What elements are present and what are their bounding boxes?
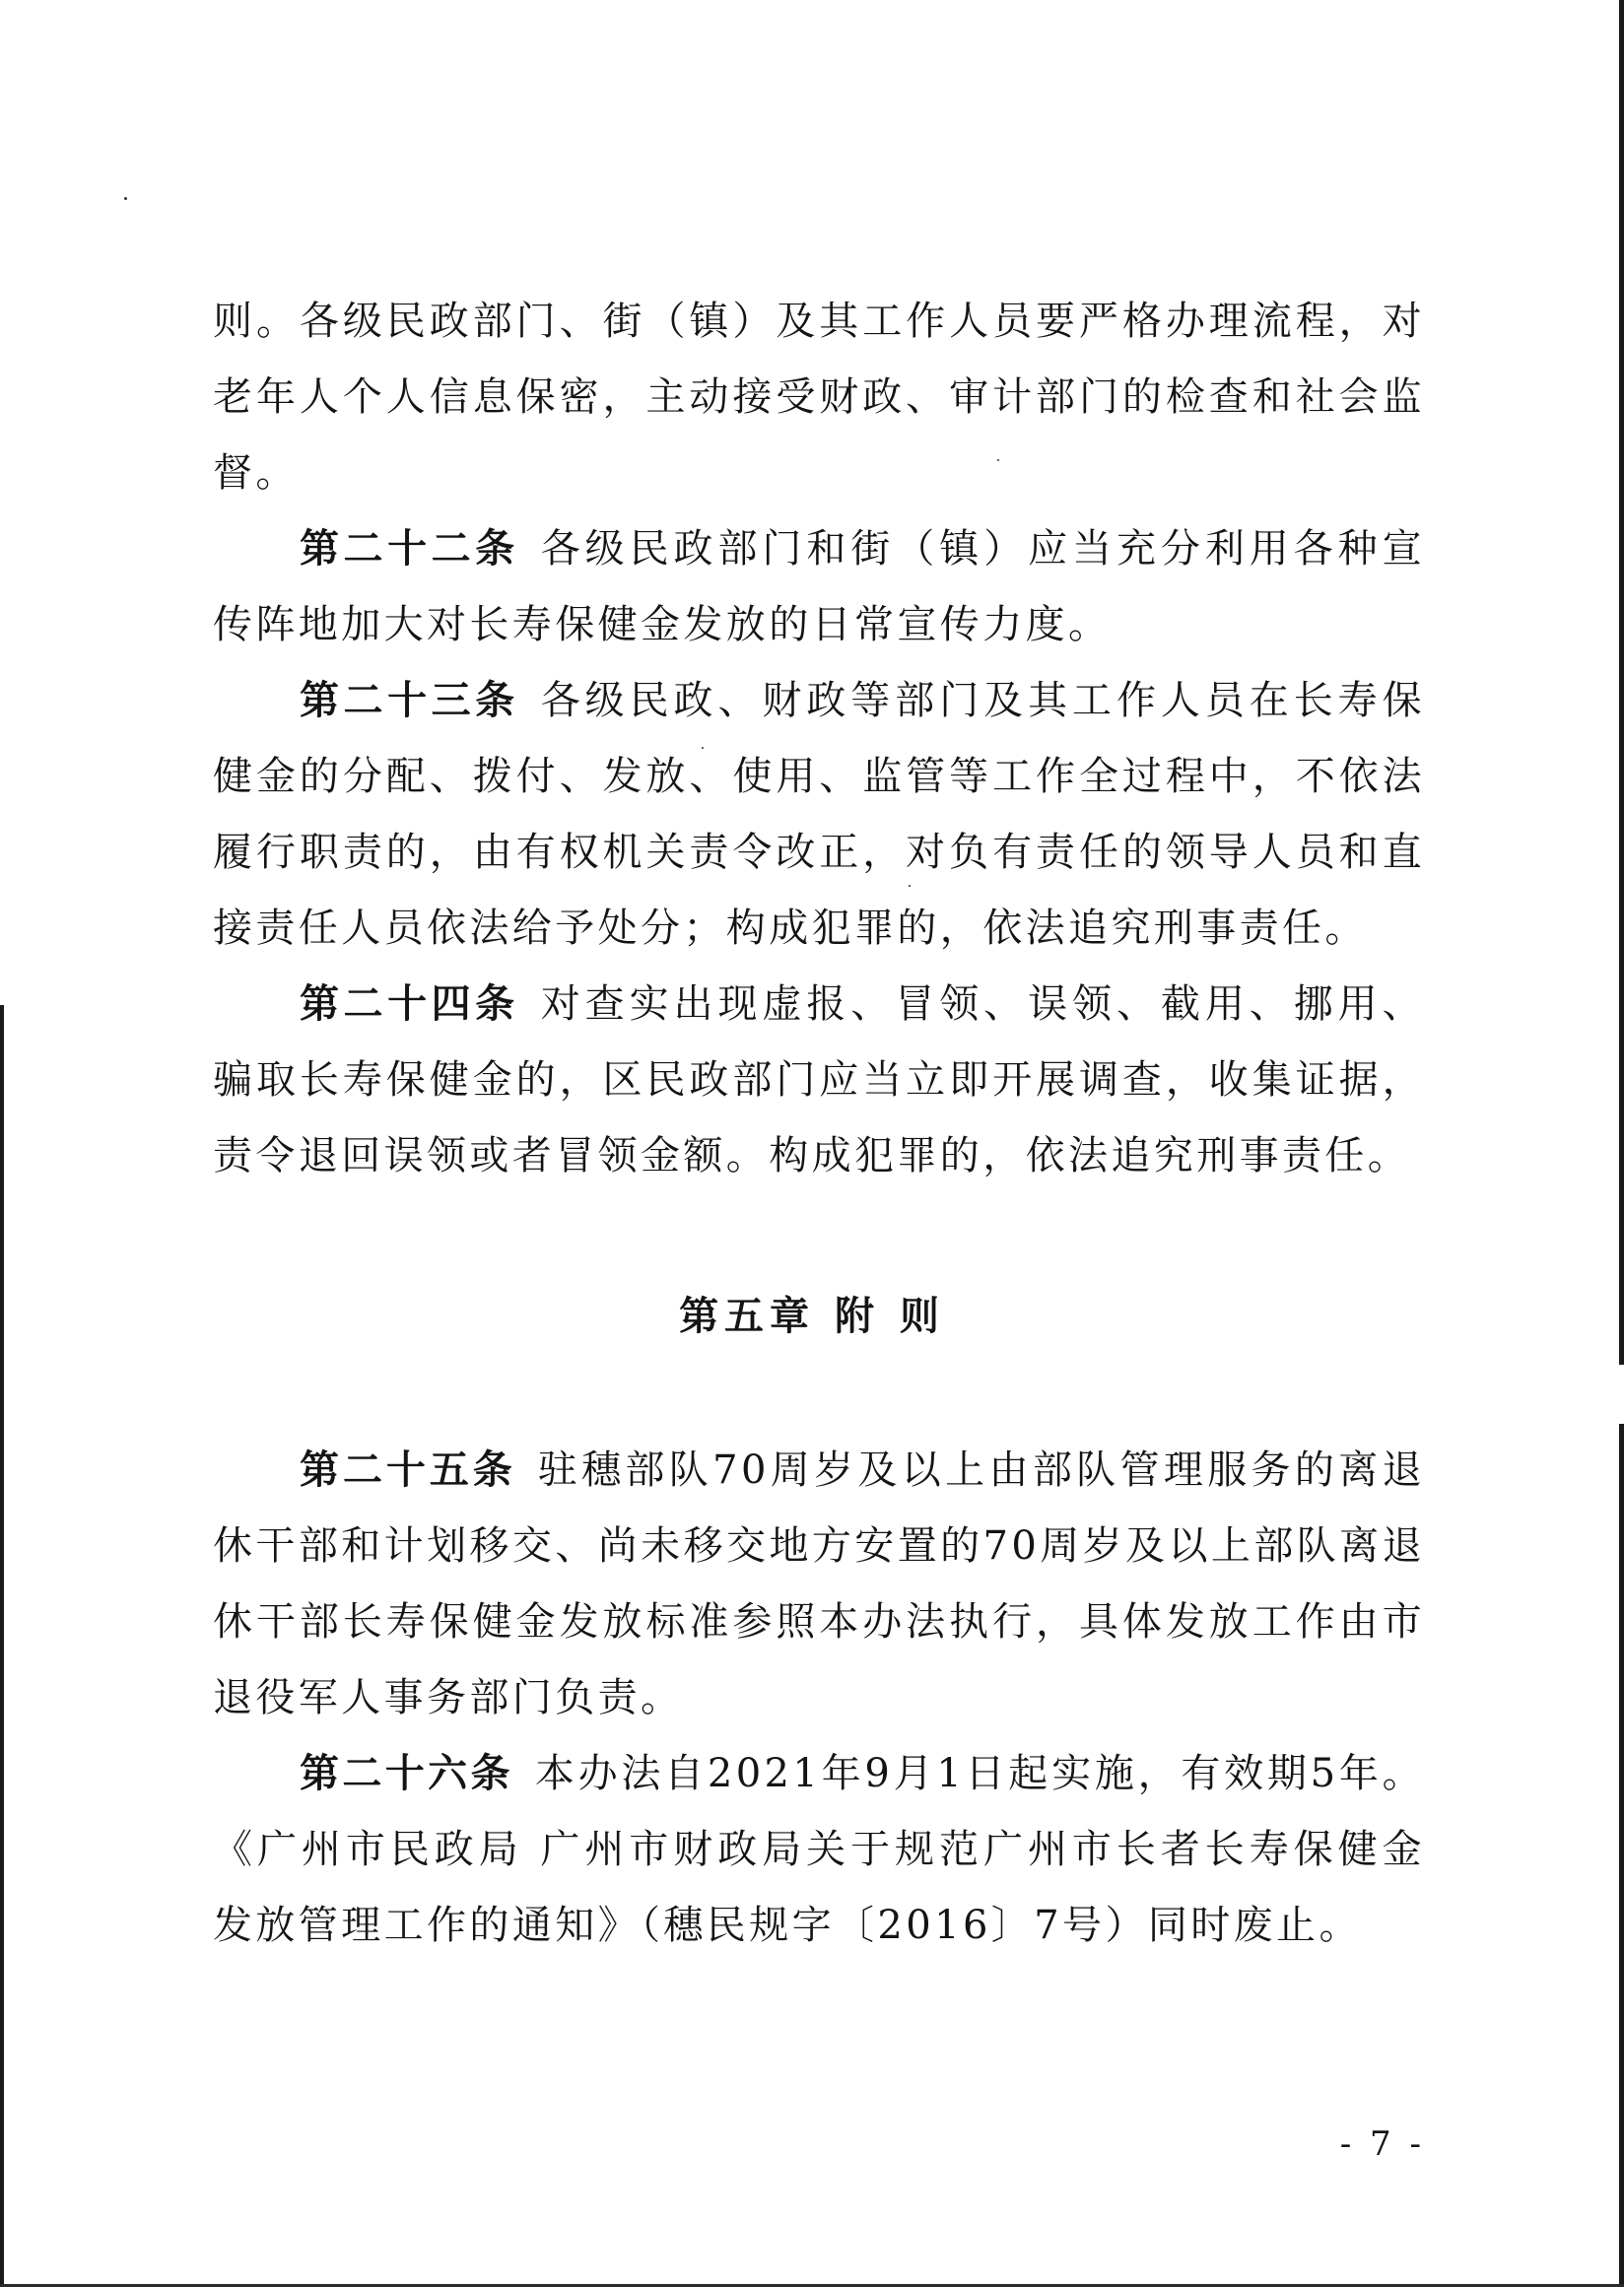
continuation-paragraph: 则。各级民政部门、街（镇）及其工作人员要严格办理流程，对老年人个人信息保密，主动接受财政、审计部门的检查和社会监督。 bbox=[213, 299, 1425, 496]
article-number: 第二十三条 bbox=[300, 678, 519, 723]
page-number: - 7 - bbox=[1339, 2124, 1425, 2164]
body-block-upper bbox=[213, 284, 1425, 1194]
scan-edge-left bbox=[0, 1005, 4, 2287]
body-block-lower bbox=[213, 1433, 1425, 1964]
scan-edge-right-gap bbox=[1619, 1365, 1624, 1424]
article-22 bbox=[213, 511, 1425, 663]
article-number: 第二十二条 bbox=[300, 526, 519, 572]
article-text: 对查实出现虚报、冒领、误领、截用、挪用、骗取长寿保健金的，区民政部门应当立即开展调查，收集证据，责令退回误领或者冒领金额。构成犯罪的，依法追究刑事责任。 bbox=[213, 981, 1426, 1178]
article-text: 本办法自2021年9月1日起实施，有效期5年。《广州市民政局 广州市财政局关于规范广州市长者长寿保健金发放管理工作的通知》（穗民规字〔2016〕7号）同时废止。 bbox=[213, 1751, 1425, 1948]
article-24 bbox=[213, 967, 1425, 1194]
article-text: 驻穗部队70周岁及以上由部队管理服务的离退休干部和计划移交、尚未移交地方安置的70周岁及以上部队离退休干部长寿保健金发放标准参照本办法执行，具体发放工作由市退役军人事务部门负责。 bbox=[213, 1447, 1425, 1720]
article-26 bbox=[213, 1736, 1425, 1964]
article-text: 各级民政、财政等部门及其工作人员在长寿保健金的分配、拨付、发放、使用、监管等工作全过程中，不依法履行职责的，由有权机关责令改正，对负有责任的领导人员和直接责任人员依法给予处分；构成犯罪的，依法追究刑事责任。 bbox=[213, 678, 1426, 951]
article-23 bbox=[213, 663, 1425, 967]
scan-edge-right bbox=[1619, 0, 1624, 2287]
scan-speck bbox=[124, 197, 127, 200]
chapter-title: 第五章 附 则 bbox=[679, 1294, 945, 1339]
article-25 bbox=[213, 1433, 1425, 1736]
article-text: 各级民政部门和街（镇）应当充分利用各种宣传阵地加大对长寿保健金发放的日常宣传力度。 bbox=[213, 526, 1426, 647]
article-number: 第二十四条 bbox=[300, 981, 519, 1027]
article-number: 第二十五条 bbox=[300, 1447, 516, 1493]
article-number: 第二十六条 bbox=[300, 1751, 513, 1796]
